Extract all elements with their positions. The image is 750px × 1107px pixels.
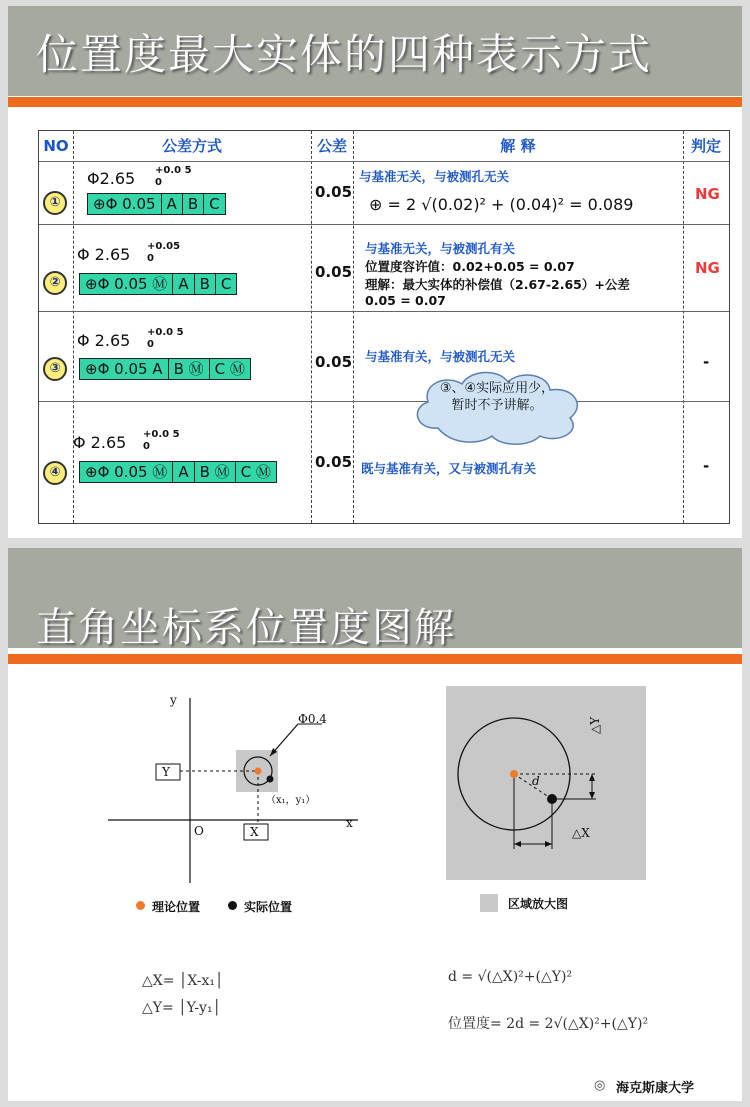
explanation-detail: 位置度容许值：0.02+0.05 = 0.07 (365, 259, 575, 274)
frame-datum-b: B (183, 194, 204, 214)
row-divider (39, 161, 729, 162)
zoom-legend-swatch (480, 894, 498, 912)
nominal-diameter: Φ 2.65 (73, 433, 127, 452)
d-label: d (532, 774, 540, 788)
cloud-callout-text: ③、④实际应用少，暂时不予讲解。 (439, 381, 555, 413)
slide-1 (8, 6, 742, 538)
explanation-detail: 理解：最大实体的补偿值（2.67-2.65）+公差 (365, 277, 630, 292)
tolerance-label: Φ0.4 (298, 712, 327, 726)
watermark: 海克斯康大学 (616, 1081, 695, 1096)
nominal-diameter: Φ2.65 (87, 169, 136, 188)
verdict: - (703, 353, 710, 371)
slide-2 (8, 548, 742, 1101)
frame-datum-b: B Ⓜ (169, 359, 210, 379)
column-divider (311, 131, 312, 523)
explanation-detail: 0.05 = 0.07 (365, 293, 446, 308)
verdict: NG (695, 185, 720, 203)
nominal-diameter: Φ 2.65 (77, 245, 131, 264)
zoom-theory-point (510, 770, 518, 778)
row-divider (39, 224, 729, 225)
upper-deviation: +0.0 5 (147, 327, 184, 338)
x-axis-label: x (346, 816, 353, 830)
upper-deviation: +0.05 (147, 241, 181, 252)
zoom-region (446, 686, 646, 880)
origin-label: O (194, 824, 204, 838)
orange-divider (8, 654, 742, 664)
row-number-badge: ③ (43, 357, 67, 381)
tolerance-value: 0.05 (315, 183, 353, 201)
frame-tolerance-cell: ⊕Φ 0.05 A (80, 359, 169, 379)
y-axis-label: y (170, 693, 177, 707)
column-divider (73, 131, 74, 523)
row-number-badge: ① (43, 191, 67, 215)
feature-control-frame (87, 193, 226, 215)
tolerance-value: 0.05 (315, 263, 353, 281)
nominal-diameter: Φ 2.65 (77, 331, 131, 350)
row-number-badge: ④ (43, 461, 67, 485)
frame-datum-b: B Ⓜ (195, 462, 236, 482)
frame-tolerance-cell: ⊕Φ 0.05 Ⓜ (80, 274, 173, 294)
explanation-note: 与基准无关，与被测孔无关 (359, 169, 510, 184)
explanation-note: 与基准有关，与被测孔无关 (365, 349, 516, 364)
lower-deviation: 0 (147, 253, 154, 264)
distance-equation: d = √(△X)²+(△Y)² (448, 969, 573, 985)
theory-legend-dot (136, 901, 145, 910)
lower-deviation: 0 (147, 339, 154, 350)
frame-datum-a: A (162, 194, 183, 214)
explanation-note: 既与基准有关，又与被测孔有关 (361, 461, 537, 476)
row-divider (39, 401, 729, 402)
verdict: - (703, 457, 710, 475)
upper-deviation: +0.0 5 (143, 429, 180, 440)
lower-deviation: 0 (143, 441, 150, 452)
point-label: （x₁，y₁） (266, 795, 316, 806)
column-divider (683, 131, 684, 523)
row-number-badge: ② (43, 271, 67, 295)
wechat-icon: ◎ (594, 1078, 606, 1093)
row-divider (39, 311, 729, 312)
orange-divider (8, 97, 742, 107)
position-formula: ⊕ = 2 √(0.02)² + (0.04)² = 0.089 (369, 195, 634, 214)
frame-datum-c: C (209, 195, 220, 213)
frame-tolerance-cell: ⊕Φ 0.05 Ⓜ (80, 462, 173, 482)
zoom-actual-point (547, 794, 557, 804)
slide-title: 直角坐标系位置度图解 (36, 605, 456, 651)
tolerance-value: 0.05 (315, 453, 353, 471)
x-box-label: X (250, 825, 259, 839)
y-box-label: Y (162, 765, 170, 779)
legend-theory: 理论位置 (152, 900, 201, 914)
verdict: NG (695, 259, 720, 277)
upper-deviation: +0.0 5 (155, 165, 192, 176)
feature-control-frame (79, 273, 237, 295)
zoom-diagram (446, 686, 646, 880)
header-judgement: 判定 (690, 137, 721, 155)
header-no: NO (43, 137, 69, 155)
frame-datum-c: C Ⓜ (214, 360, 245, 378)
frame-datum-a: A (173, 274, 194, 294)
delta-y-equation: △Y= │Y-y₁│ (142, 1000, 222, 1016)
legend-actual: 实际位置 (244, 900, 293, 914)
frame-tolerance-cell: ⊕Φ 0.05 (88, 194, 162, 214)
explanation-note: 与基准无关，与被测孔有关 (365, 241, 516, 256)
lower-deviation: 0 (155, 177, 162, 188)
header-method: 公差方式 (161, 137, 222, 155)
frame-datum-c: C Ⓜ (240, 463, 271, 481)
actual-legend-dot (228, 901, 237, 910)
feature-control-frame (79, 358, 251, 380)
tolerance-table (38, 130, 730, 524)
header-explanation: 解 释 (500, 137, 536, 155)
title-bar (8, 548, 742, 651)
feature-control-frame (79, 461, 277, 483)
slide-title: 位置度最大实体的四种表示方式 (36, 30, 653, 79)
title-bar (8, 6, 742, 96)
frame-datum-c: C (220, 275, 232, 293)
header-tolerance: 公差 (316, 137, 347, 155)
coordinate-diagram (98, 688, 378, 898)
delta-x-equation: △X= │X-x₁│ (142, 973, 224, 989)
position-equation: 位置度= 2d = 2√(△X)²+(△Y)² (448, 1016, 649, 1032)
frame-datum-a: A (173, 462, 194, 482)
dy-label: △Y (588, 716, 602, 734)
legend-zoom: 区域放大图 (508, 897, 569, 911)
tolerance-value: 0.05 (315, 353, 353, 371)
dx-label: △X (572, 826, 590, 840)
column-divider (353, 131, 354, 523)
theory-point (255, 768, 262, 775)
actual-point (267, 776, 274, 783)
frame-datum-b: B (195, 274, 216, 294)
